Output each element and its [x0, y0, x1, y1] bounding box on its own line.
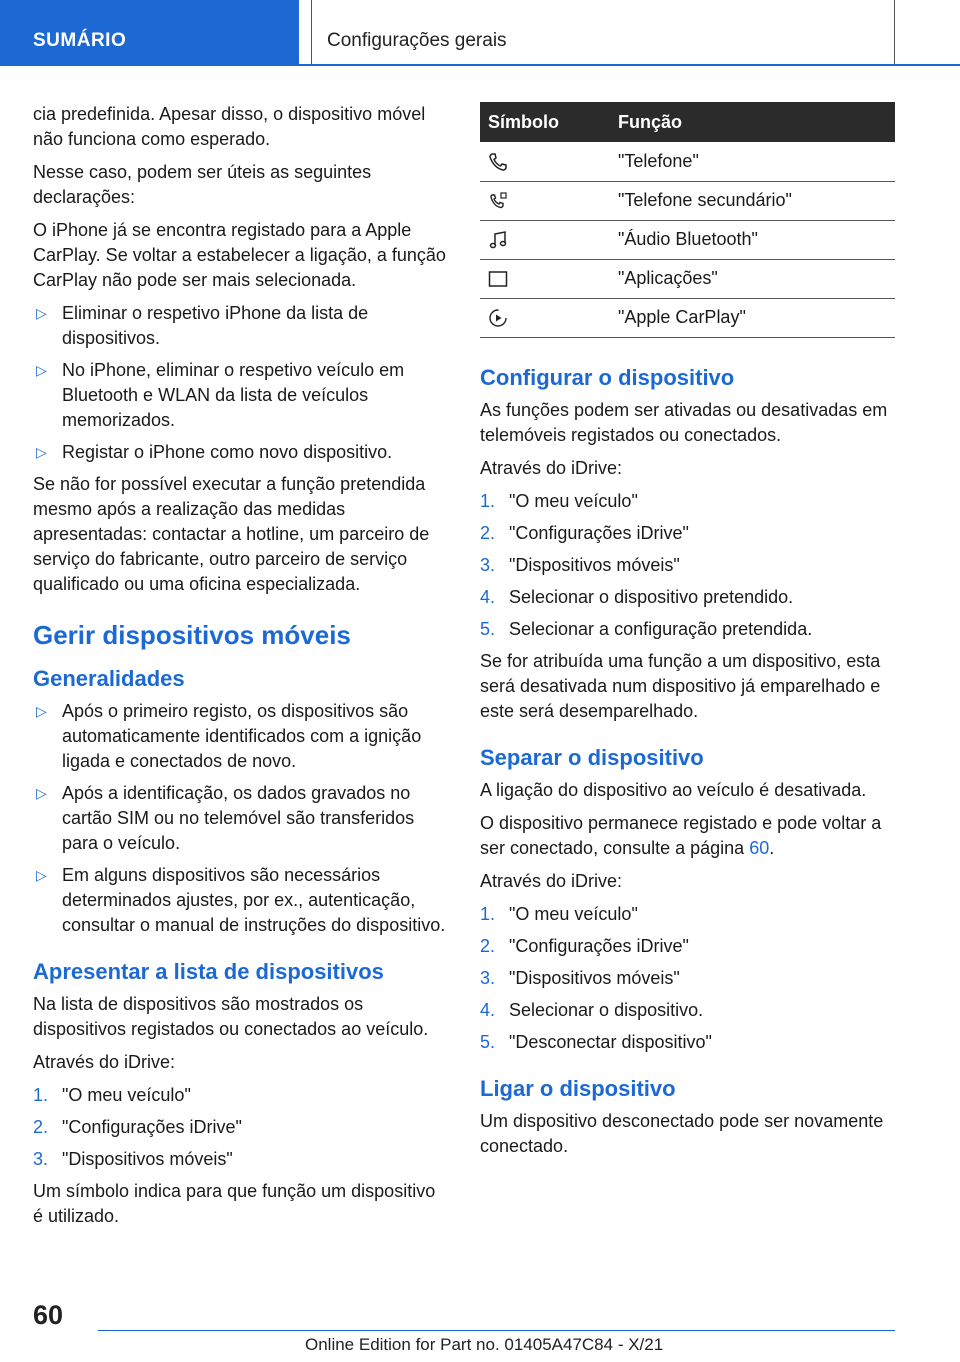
right-column [480, 102, 895, 1167]
table-cell: "Apple CarPlay" [610, 298, 895, 337]
step-text: "Configurações iDrive" [509, 935, 689, 956]
table-cell: "Áudio Bluetooth" [610, 220, 895, 259]
step-item [480, 902, 895, 927]
step-item [480, 1030, 895, 1055]
step-number: 2. [480, 935, 496, 956]
step-number: 2. [480, 522, 496, 543]
table-cell: "Telefone secundário" [610, 181, 895, 220]
table-row [480, 220, 895, 259]
step-item [480, 966, 895, 991]
triangle-bullet-icon: ▷ [36, 362, 47, 378]
paragraph: Através do iDrive: [33, 1052, 176, 1072]
bullet-item [33, 440, 448, 465]
step-text: "Dispositivos móveis" [509, 967, 680, 988]
subsection-heading: Generalidades [33, 666, 185, 691]
step-number: 1. [33, 1085, 49, 1105]
table-row [480, 181, 895, 220]
paragraph: A ligação do dispositivo ao veículo é desativada. [480, 779, 867, 800]
step-item [480, 521, 895, 546]
subsection-heading: Configurar o dispositivo [480, 364, 735, 390]
footer-divider [98, 1330, 895, 1331]
column-header-symbol: Símbolo [480, 102, 610, 142]
bullet-text: No iPhone, eliminar o respetivo veículo em Bluetooth e WLAN da lista de veículos memorizados. [62, 360, 405, 430]
paragraph [480, 811, 895, 861]
step-number: 2. [33, 1117, 49, 1137]
step-item [480, 617, 895, 642]
table-cell: "Telefone" [610, 142, 895, 181]
step-text: "O meu veículo" [62, 1085, 191, 1105]
symbol-table [480, 102, 895, 338]
paragraph: cia predefinida. Apesar disso, o dispositivo móvel não funciona como esperado. [33, 104, 426, 149]
step-text: "Desconectar dispositivo" [509, 1031, 712, 1052]
phone-icon [488, 152, 508, 172]
table-cell: "Aplicações" [610, 259, 895, 298]
triangle-bullet-icon: ▷ [36, 444, 47, 460]
paragraph: Na lista de dispositivos são mostrados os dispositivos registados ou conectados ao veículo. [33, 994, 429, 1039]
bullet-item [33, 358, 448, 433]
triangle-bullet-icon: ▷ [36, 305, 47, 321]
header-divider [0, 64, 960, 66]
triangle-bullet-icon: ▷ [36, 785, 47, 801]
bullet-item [33, 301, 448, 351]
step-number: 1. [480, 903, 496, 924]
carplay-play-icon [488, 308, 508, 328]
step-number: 3. [33, 1149, 49, 1169]
edition-note: Online Edition for Part no. 01405A47C84 - X/21 [305, 1335, 664, 1354]
paragraph: As funções podem ser ativadas ou desativadas em telemóveis registados ou conectados. [480, 399, 888, 445]
section-heading: Gerir dispositivos móveis [33, 620, 351, 650]
summary-tab[interactable]: SUMÁRIO [0, 0, 299, 66]
subsection-heading: Ligar o dispositivo [480, 1075, 676, 1101]
paragraph: Através do iDrive: [480, 870, 623, 891]
music-note-icon [488, 230, 508, 250]
left-column [33, 102, 448, 1237]
paragraph: Um dispositivo desconectado pode ser novamente conectado. [480, 1110, 884, 1156]
step-text: "O meu veículo" [509, 903, 638, 924]
step-item [33, 1115, 448, 1140]
bullet-text: Registar o iPhone como novo dispositivo. [62, 442, 393, 462]
page-header [0, 0, 960, 66]
step-number: 5. [480, 1031, 496, 1052]
step-text: "Dispositivos móveis" [62, 1149, 233, 1169]
bullet-text: Em alguns dispositivos são necessários determinados ajustes, por ex., autenticação, consultar o manual de instruções do dispositivo. [62, 865, 446, 935]
step-number: 4. [480, 586, 496, 607]
table-row [480, 298, 895, 337]
bullet-text: Após a identificação, os dados gravados no cartão SIM ou no telemóvel são transferidos para o veículo. [62, 783, 415, 853]
subsection-heading: Separar o dispositivo [480, 744, 704, 770]
step-number: 5. [480, 618, 496, 639]
table-row [480, 142, 895, 181]
section-tab[interactable]: Configurações gerais [311, 0, 895, 66]
table-header-row [480, 102, 895, 142]
step-text: "Configurações iDrive" [62, 1117, 242, 1137]
step-number: 4. [480, 999, 496, 1020]
step-item [33, 1083, 448, 1108]
triangle-bullet-icon: ▷ [36, 703, 47, 719]
bullet-item [33, 699, 448, 774]
paragraph: Através do iDrive: [480, 457, 623, 478]
paragraph-text: O dispositivo permanece registado e pode voltar a ser conectado, consulte a página [480, 812, 882, 858]
step-item [480, 585, 895, 610]
paragraph-text: . [769, 837, 775, 858]
subsection-heading: Apresentar a lista de dispositivos [33, 959, 384, 984]
step-text: Selecionar a configuração pretendida. [509, 618, 813, 639]
paragraph: Se não for possível executar a função pretendida mesmo após a realização das medidas apresentadas: contactar a hotline, um parceiro de serviço do fabricante, outro parceiro de serviço qualificado ou uma oficina especializada. [33, 474, 430, 594]
paragraph: O iPhone já se encontra registado para a Apple CarPlay. Se voltar a estabelecer a ligação, a função CarPlay não pode ser mais selecionada. [33, 220, 446, 290]
step-item [33, 1147, 448, 1172]
bullet-item [33, 863, 448, 938]
triangle-bullet-icon: ▷ [36, 867, 47, 883]
page-reference-link[interactable]: 60 [749, 837, 770, 858]
step-text: Selecionar o dispositivo pretendido. [509, 586, 794, 607]
column-header-function: Função [610, 102, 895, 142]
step-number: 3. [480, 554, 496, 575]
step-number: 3. [480, 967, 496, 988]
bullet-text: Após o primeiro registo, os dispositivos são automaticamente identificados com a ignição ligada e conectados de novo. [62, 701, 422, 771]
step-item [480, 489, 895, 514]
bullet-item [33, 781, 448, 856]
step-text: Selecionar o dispositivo. [509, 999, 704, 1020]
table-row [480, 259, 895, 298]
paragraph: Nesse caso, podem ser úteis as seguintes declarações: [33, 162, 372, 207]
step-item [480, 998, 895, 1023]
step-item [480, 934, 895, 959]
apps-square-icon [488, 269, 508, 289]
page-number: 60 [33, 1300, 64, 1330]
secondary-phone-icon [488, 191, 508, 211]
paragraph: Se for atribuída uma função a um dispositivo, esta será desativada num dispositivo já emparelhado e este será desemparelhado. [480, 650, 881, 721]
paragraph: Um símbolo indica para que função um dispositivo é utilizado. [33, 1181, 436, 1226]
bullet-text: Eliminar o respetivo iPhone da lista de dispositivos. [62, 303, 369, 348]
step-number: 1. [480, 490, 496, 511]
step-text: "Dispositivos móveis" [509, 554, 680, 575]
step-item [480, 553, 895, 578]
step-text: "Configurações iDrive" [509, 522, 689, 543]
step-text: "O meu veículo" [509, 490, 638, 511]
